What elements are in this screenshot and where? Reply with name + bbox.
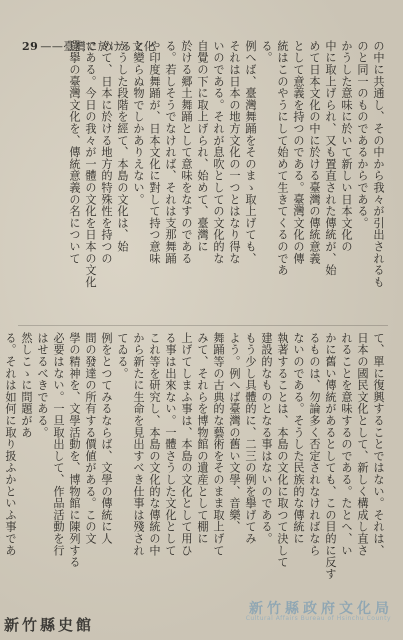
text-column: ないのである。そうした民族的な傳統に — [292, 332, 305, 545]
text-column: る。若しそうでなければ、それは支那舞踊 — [164, 40, 177, 265]
text-column: 舞踊等の古典的な藝術をそのまま取上げて — [212, 332, 225, 557]
text-column: めて日本文化の中に於ける臺灣の傳統意義 — [308, 40, 321, 265]
archive-stamp: 新竹縣史館 — [4, 616, 95, 634]
text-column: るものは、勿論多く否定されなければなら — [308, 332, 321, 557]
text-column: それは日本の地方文化の一つとはなり得な — [228, 40, 241, 265]
text-column: 例をとつてみるならば、文學の傳統に人 — [100, 332, 113, 545]
text-column: 然しこゝに問題があ — [20, 332, 33, 439]
text-column: 建設的なものとなる事はないのである。 — [260, 332, 273, 545]
text-column: れることを意味するのである。たとへ、い — [340, 332, 353, 557]
text-column: の中に共通し、その中から我々が引出されるも — [372, 40, 385, 288]
text-column: めて、日本に於ける地方的特殊性を持つの — [100, 40, 113, 265]
text-column: よう。例へば臺灣の舊い文學、音樂、 — [228, 332, 241, 533]
text-column: かに舊い傳統があるとしても、この目的に反す — [324, 332, 337, 580]
lower-text-block — [4, 332, 386, 600]
text-column: 選擧の臺灣文化を、傳統意義の名について — [68, 40, 81, 265]
text-column: 例へば、臺灣舞踊をそのまゝ取上げても、 — [244, 40, 257, 265]
text-column: である。今日の我々が一體の文化を日本の文化 — [84, 40, 97, 288]
text-column: いのである。それが息吹としての文化的な — [212, 40, 225, 265]
text-column: 上げてしまふ事は、本島の文化として用ひ — [180, 332, 193, 557]
section-divider — [18, 325, 388, 326]
text-column: 間の發達の所有する價値がある。この文 — [84, 332, 97, 545]
text-column: これ等を研究し、本島の文化的な傳統の中 — [148, 332, 161, 557]
text-column: かうした意味に於いて新しい日本文化の — [340, 40, 353, 253]
watermark-subtitle: Cultural Affairs Bureau of Hsinchu County — [245, 615, 391, 622]
text-column: みて、それらを博物館の遺産として棚に — [196, 332, 209, 545]
text-column: 於ける郷土舞踊として意味をなすのである — [180, 40, 193, 265]
text-column: る。それは如何に取り扱ふかといふ事であ — [4, 332, 17, 557]
page-number: 29 — [22, 40, 39, 53]
text-column: 必要はない。一旦取出して、作品活動を行 — [52, 332, 65, 557]
text-column: 執著することは、本島の文化に取つて決して — [276, 332, 289, 568]
upper-text-block — [18, 40, 386, 322]
text-column: て、單に復興することではない。それは、 — [372, 332, 385, 557]
text-column: る事は出來ない。一體さうした文化として — [164, 332, 177, 557]
text-column: てゐる。 — [116, 332, 129, 380]
text-column: として意義を持つのである。臺灣文化の傳 — [292, 40, 305, 265]
text-column: 學の精神を、文學活動を、博物館に陳列する — [68, 332, 81, 568]
text-column: 統はこのやうにして始めて生きてくるのであ — [276, 40, 289, 276]
text-column: や印度舞踊が、日本文化に對して持つ意味 — [148, 40, 161, 265]
watermark-title: 新竹縣政府文化局 — [249, 601, 393, 617]
text-column: から新たに生命を見出すべき仕事は殘され — [132, 332, 145, 557]
text-column: はせるべきである。 — [36, 332, 49, 439]
text-column: もう少し具體的に、二三の例を擧げてみ — [244, 332, 257, 545]
text-column: 中に取上げられ、又も置直された傳統が、始 — [324, 40, 337, 276]
running-title: ——臺灣に於ける文化 — [40, 40, 156, 53]
text-column: 日本の國民文化として、新しく構成し直さ — [356, 332, 369, 557]
text-column: のと同一のものであるからである。 — [356, 40, 369, 229]
text-column: る。 — [260, 40, 273, 64]
text-column: と變らぬ物でしかありえない。 — [132, 40, 145, 206]
text-column: 自覺の下に取上げられ、始めて、臺灣に — [196, 40, 209, 253]
text-column: かうした段階を經て、本島の文化は、始 — [116, 40, 129, 253]
